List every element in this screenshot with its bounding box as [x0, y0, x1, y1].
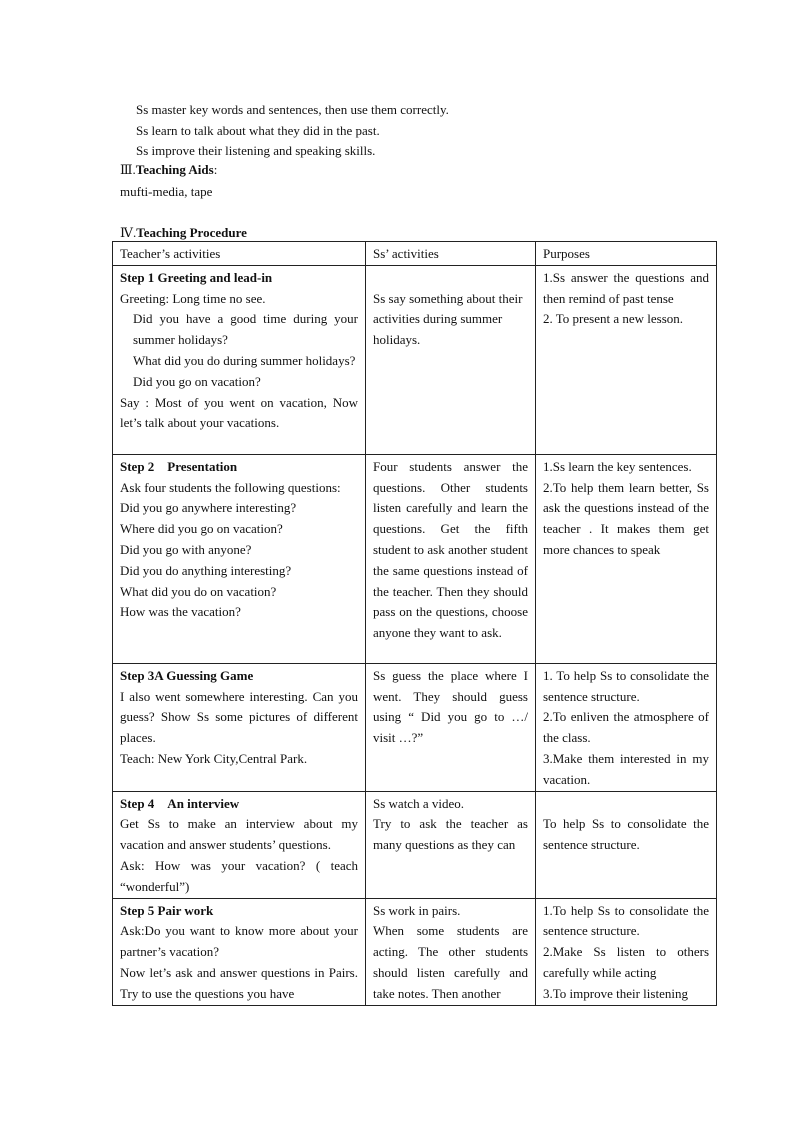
- teaching-procedure-heading: [120, 224, 247, 242]
- teacher-line: Did you have a good time during your summer holidays?: [133, 311, 358, 348]
- purposes-cell: [536, 454, 717, 663]
- teacher-line: Ask four students the following questions:: [120, 479, 341, 495]
- purposes-cell: [536, 265, 717, 454]
- ss-cell: [366, 898, 536, 1005]
- ss-line: Ss work in pairs.: [373, 902, 461, 918]
- objective-item: Ss learn to talk about what they did in the past.: [136, 122, 380, 138]
- teacher-line: Get Ss to make an interview about my vacation and answer students’ questions.: [120, 816, 358, 853]
- purpose-line: 1.Ss learn the key sentences.: [543, 458, 692, 474]
- purposes-cell: [536, 898, 717, 1005]
- objectives-list: [136, 100, 449, 162]
- purpose-line: [543, 794, 709, 815]
- ss-cell: [366, 454, 536, 663]
- teacher-line: Now let’s ask and answer questions in Pairs. Try to use the questions you have: [120, 964, 358, 1001]
- objective-item: Ss improve their listening and speaking skills.: [136, 143, 376, 158]
- ss-cell: [366, 791, 536, 898]
- ss-line: Four students answer the questions. Other students listen carefully and learn the questions. Get the fifth student to ask another student the same questions instead of the teacher. Then they should pass on the questions, choose anyone they want to ask.: [373, 458, 528, 641]
- table-row-step-4: [113, 791, 717, 898]
- teacher-line: Teach: New York City,Central Park.: [120, 750, 308, 766]
- purpose-line: 1.To help Ss to consolidate the sentence structure.: [543, 902, 709, 939]
- purpose-line: 3.Make them interested in my vacation.: [543, 750, 709, 787]
- teacher-line: Did you go anywhere interesting?: [120, 500, 297, 516]
- teacher-line: Did you go with anyone?: [120, 541, 252, 557]
- teaching-aids-title: Teaching Aids: [135, 162, 214, 177]
- teaching-aids-heading: [120, 161, 217, 179]
- step-title: Step 4 An interview: [120, 795, 240, 811]
- teacher-cell: [113, 454, 366, 663]
- purpose-line: 2. To present a new lesson.: [543, 311, 684, 327]
- ss-cell: [366, 663, 536, 791]
- teacher-line: How was the vacation?: [120, 604, 241, 620]
- teacher-line: Ask: How was your vacation? ( teach “wonderful”): [120, 857, 358, 894]
- header-teacher-activities: Teacher’s activities: [113, 242, 366, 266]
- teaching-procedure-title: Teaching Procedure: [136, 225, 247, 240]
- table-header-row: [113, 242, 717, 266]
- ss-line: Ss say something about their activities during summer holidays.: [373, 290, 523, 348]
- teacher-line: Ask:Do you want to know more about your partner’s vacation?: [120, 923, 358, 960]
- teaching-aids-text: mufti-media, tape: [120, 184, 213, 199]
- ss-line: Ss watch a video.: [373, 795, 464, 811]
- teacher-line: What did you do on vacation?: [120, 583, 277, 599]
- objective-item: Ss master key words and sentences, then use them correctly.: [136, 102, 449, 117]
- teacher-line: What did you do during summer holidays?: [133, 352, 356, 368]
- teacher-line: Say : Most of you went on vacation, Now let’s talk about your vacations.: [120, 394, 358, 431]
- ss-line: Try to ask the teacher as many questions as they can: [373, 816, 528, 853]
- teacher-line: Where did you go on vacation?: [120, 521, 283, 537]
- purpose-line: 1.Ss answer the questions and then remind of past tense: [543, 269, 709, 306]
- table-row-step-3a: [113, 663, 717, 791]
- teacher-cell: [113, 791, 366, 898]
- step-title: Step 2 Presentation: [120, 458, 238, 474]
- teaching-aids-number: Ⅲ.: [120, 162, 136, 177]
- purpose-line: To help Ss to consolidate the sentence structure.: [543, 816, 709, 853]
- teacher-line: Did you do anything interesting?: [120, 562, 292, 578]
- purpose-line: 2.To help them learn better, Ss ask the questions instead of the teacher . It makes them get more chances to speak: [543, 479, 709, 557]
- teaching-procedure-number: Ⅳ.: [120, 225, 137, 240]
- step-title: Step 5 Pair work: [120, 902, 214, 918]
- ss-line: Ss guess the place where I went. They should guess using “ Did you go to …/ visit …?”: [373, 667, 528, 746]
- table-row-step-1: [113, 265, 717, 454]
- teacher-line: I also went somewhere interesting. Can you guess? Show Ss some pictures of different places.: [120, 688, 358, 746]
- purpose-line: 1. To help Ss to consolidate the sentence structure.: [543, 667, 709, 704]
- teaching-aids-colon: :: [213, 162, 218, 177]
- ss-line: When some students are acting. The other students should listen carefully and take notes. Then another: [373, 923, 528, 1001]
- purpose-line: 2.Make Ss listen to others carefully while acting: [543, 944, 709, 980]
- step-title: Step 1 Greeting and lead-in: [120, 269, 273, 285]
- teacher-line: Greeting: Long time no see.: [120, 290, 266, 306]
- table-row-step-2: [113, 454, 717, 663]
- purpose-line: 3.To improve their listening: [543, 985, 688, 1001]
- header-purposes: Purposes: [536, 242, 717, 266]
- teacher-cell: [113, 265, 366, 454]
- procedure-table: [112, 241, 717, 1006]
- step-title: Step 3A Guessing Game: [120, 667, 254, 683]
- purposes-cell: [536, 791, 717, 898]
- teacher-cell: [113, 898, 366, 1005]
- purpose-line: 2.To enliven the atmosphere of the class.: [543, 709, 709, 746]
- purposes-cell: [536, 663, 717, 791]
- header-ss-activities: Ss’ activities: [366, 242, 536, 266]
- ss-cell: [366, 265, 536, 454]
- teacher-line: Did you go on vacation?: [133, 373, 261, 389]
- table-row-step-5: [113, 898, 717, 1005]
- teacher-cell: [113, 663, 366, 791]
